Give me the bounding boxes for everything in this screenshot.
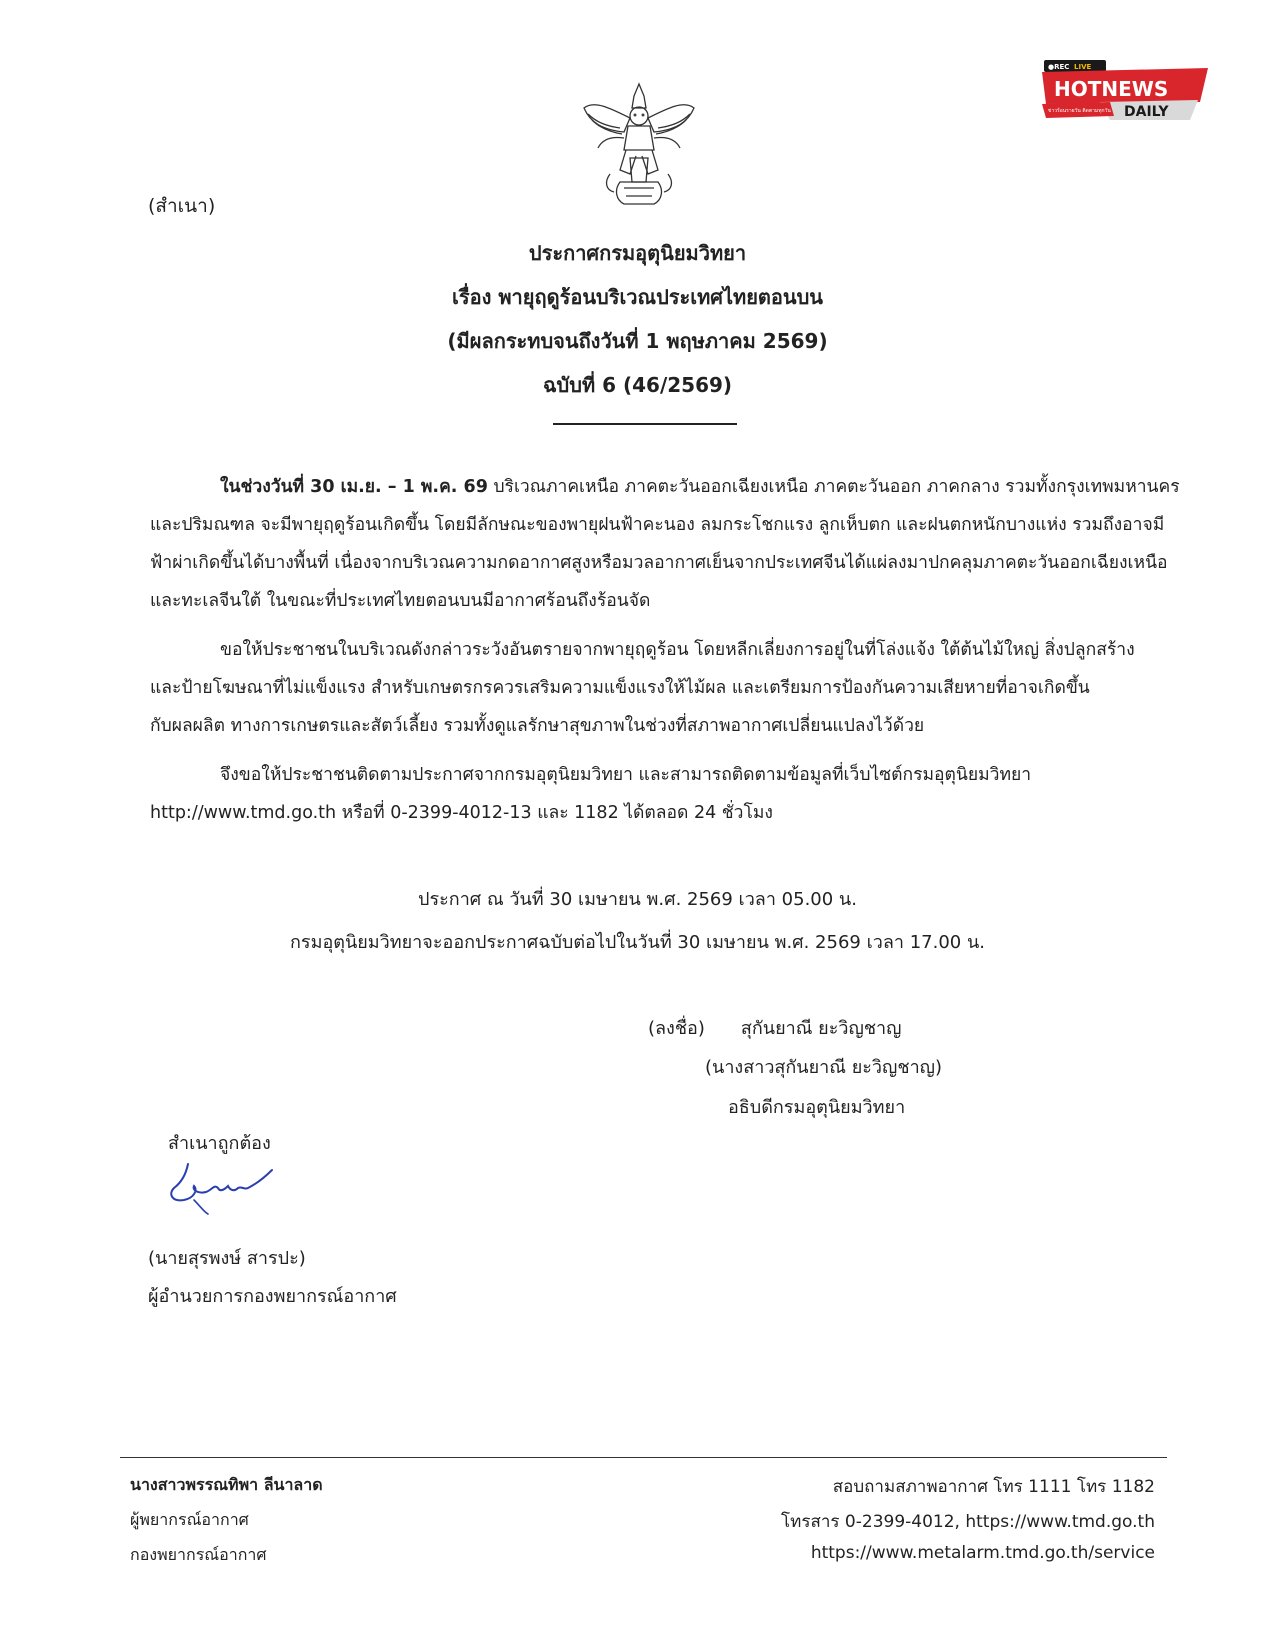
forecast-period: ในช่วงวันที่ 30 เม.ย. – 1 พ.ค. 69 — [220, 477, 488, 497]
footer-divider — [120, 1457, 1167, 1458]
handwritten-signature — [164, 1160, 276, 1216]
forecast-line-2: และปริมณฑล จะมีพายุฤดูร้อนเกิดขึ้น โดยมีลักษณะของพายุฝนฟ้าคะนอง ลมกระโชกแรง ลูกเห็บตก และฝนตกหนักบางแห่ง รวมถึงอาจมี — [150, 515, 1165, 535]
announcement-subject: เรื่อง พายุฤดูร้อนบริเวณประเทศไทยตอนบน — [452, 285, 823, 309]
paragraph-warning — [150, 631, 1140, 745]
paragraph-forecast — [150, 468, 1180, 620]
logo-tagline: ข่าวร้อนรายวัน ติดตามทุกวัน — [1048, 108, 1111, 114]
sign-label: (ลงชื่อ) — [648, 1018, 705, 1039]
hotnews-daily-logo — [1040, 58, 1210, 126]
footer-fax-website: โทรสาร 0-2399-4012, https://www.tmd.go.th — [781, 1512, 1155, 1532]
warning-line-2: และป้ายโฆษณาที่ไม่แข็งแรง สำหรับเกษตรกรควรเสริมความแข็งแรงให้ไม้ผล และเตรียมการป้องกันความเสียหายที่อาจเกิดขึ้น — [150, 678, 1090, 698]
sign-name: สุกันยาณี ยะวิญชาญ — [740, 1018, 902, 1039]
warning-line-1: ขอให้ประชาชนในบริเวณดังกล่าวระวังอันตรายจากพายุฤดูร้อน โดยหลีกเลี่ยงการอยู่ในที่โล่งแจ้ง ใต้ต้นไม้ใหญ่ สิ่งปลูกสร้าง — [220, 640, 1135, 660]
certifier-position: ผู้อำนวยการกองพยากรณ์อากาศ — [148, 1286, 397, 1307]
announcement-issue-number: ฉบับที่ 6 (46/2569) — [542, 373, 733, 397]
forecaster-role: ผู้พยากรณ์อากาศ — [130, 1510, 249, 1529]
contact-line-2: http://www.tmd.go.th หรือที่ 0-2399-4012-13 และ 1182 ได้ตลอด 24 ชั่วโมง — [150, 803, 773, 823]
warning-line-3: กับผลผลิต ทางการเกษตรและสัตว์เลี้ยง รวมทั้งดูแลรักษาสุขภาพในช่วงที่สภาพอากาศเปลี่ยนแปลงไว้ด้วย — [150, 716, 925, 736]
forecaster-division: กองพยากรณ์อากาศ — [130, 1545, 267, 1564]
garuda-emblem-icon — [580, 78, 698, 210]
forecast-line-1: บริเวณภาคเหนือ ภาคตะวันออกเฉียงเหนือ ภาคตะวันออก ภาคกลาง รวมทั้งกรุงเทพมหานคร — [487, 477, 1180, 497]
certifier-name: (นายสุรพงษ์ สารปะ) — [148, 1248, 306, 1269]
copy-mark: (สำเนา) — [148, 195, 216, 217]
announcement-effective: (มีผลกระทบจนถึงวันที่ 1 พฤษภาคม 2569) — [447, 329, 828, 353]
next-issue-datetime: กรมอุตุนิยมวิทยาจะออกประกาศฉบับต่อไปในวันที่ 30 เมษายน พ.ศ. 2569 เวลา 17.00 น. — [290, 932, 985, 953]
logo-rec: ●REC — [1048, 63, 1070, 71]
announcement-title: ประกาศกรมอุตุนิยมวิทยา — [528, 241, 747, 265]
forecast-line-4: และทะเลจีนใต้ ในขณะที่ประเทศไทยตอนบนมีอากาศร้อนถึงร้อนจัด — [150, 591, 651, 611]
certified-copy-label: สำเนาถูกต้อง — [168, 1133, 271, 1154]
title-divider — [553, 423, 737, 425]
logo-hotnews: HOTNEWS — [1054, 77, 1169, 101]
logo-daily: DAILY — [1124, 104, 1169, 120]
logo-live: LIVE — [1074, 63, 1092, 71]
issued-datetime: ประกาศ ณ วันที่ 30 เมษายน พ.ศ. 2569 เวลา 05.00 น. — [418, 889, 857, 910]
forecast-line-3: ฟ้าผ่าเกิดขึ้นได้บางพื้นที่ เนื่องจากบริเวณความกดอากาศสูงหรือมวลอากาศเย็นจากประเทศจีนได้แผ่ลงมาปกคลุมภาคตะวันออกเฉียงเหนือ — [150, 553, 1168, 573]
forecaster-name: นางสาวพรรณทิพา ลีนาลาด — [130, 1475, 323, 1494]
footer-inquiry-phone: สอบถามสภาพอากาศ โทร 1111 โทร 1182 — [832, 1477, 1155, 1497]
paragraph-contact — [150, 756, 1140, 832]
signatory-position: อธิบดีกรมอุตุนิยมวิทยา — [728, 1097, 906, 1118]
signature-line — [648, 1013, 902, 1042]
footer-service-link[interactable]: https://www.metalarm.tmd.go.th/service — [810, 1543, 1155, 1563]
signatory-full-name: (นางสาวสุกันยาณี ยะวิญชาญ) — [705, 1057, 943, 1078]
contact-line-1: จึงขอให้ประชาชนติดตามประกาศจากกรมอุตุนิยมวิทยา และสามารถติดตามข้อมูลที่เว็บไซต์กรมอุตุนิยมวิทยา — [220, 765, 1032, 785]
